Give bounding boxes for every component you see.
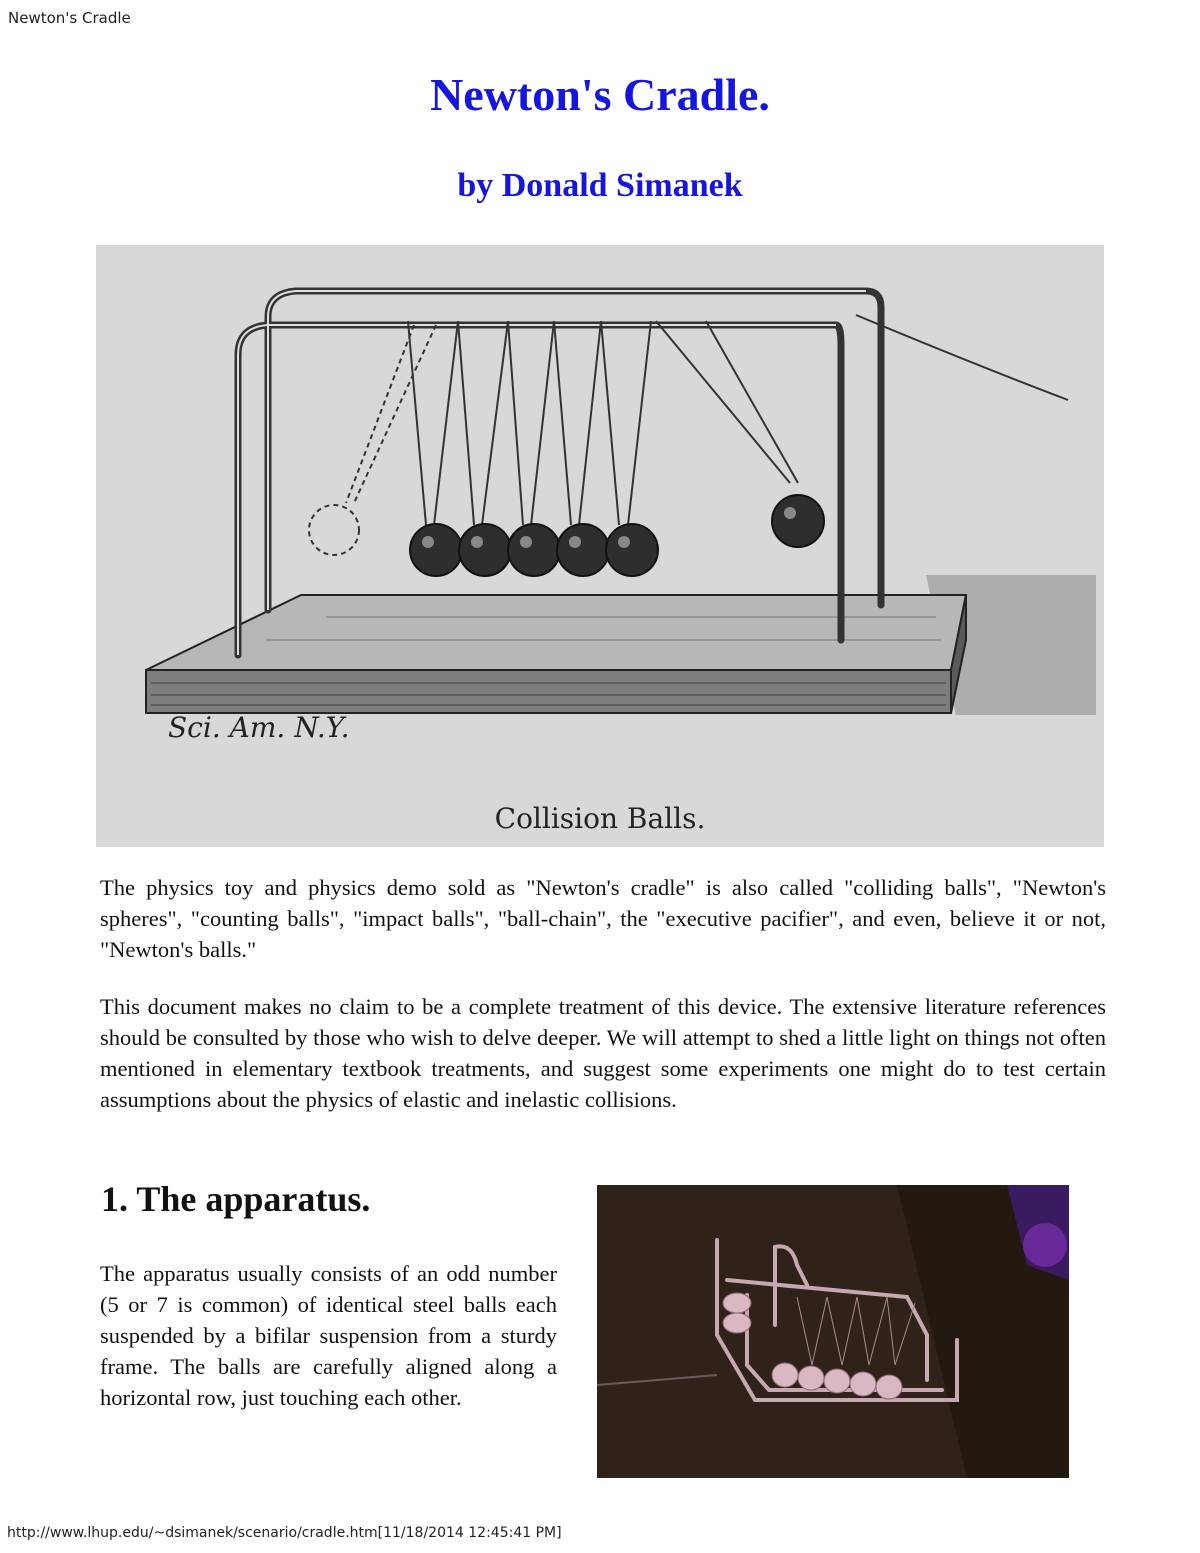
collision-balls-engraving [96,245,1104,847]
intro-paragraph-2: This document makes no claim to be a complete treatment of this device. The extensive literature references should be consulted by those who wish to delve deeper. We will attempt to shed a little light on things not often mentioned in elementary textbook treatments, and suggest some experiments one might do to test certain assumptions about the physics of elastic and inelastic collisions. [100,994,1106,1112]
cradle-3d-render [597,1185,1069,1478]
source-url-footer: http://www.lhup.edu/~dsimanek/scenario/cradle.htm[11/18/2014 12:45:41 PM] [7,1525,562,1541]
page-title: Newton's Cradle. [430,69,770,120]
section-heading-apparatus: 1. The apparatus. [101,1179,371,1219]
engraver-signature: Sci. Am. N.Y. [168,711,350,744]
running-title: Newton's Cradle [8,9,131,27]
apparatus-paragraph: The apparatus usually consists of an odd number (5 or 7 is common) of identical steel balls each suspended by a bifilar suspension from a sturdy frame. The balls are carefully aligned along a horizontal row, just touching each other. [100,1261,557,1410]
figure-caption: Collision Balls. [494,802,706,835]
author-byline: by Donald Simanek [457,167,743,204]
intro-paragraph-1: The physics toy and physics demo sold as "Newton's cradle" is also called "colliding balls", "Newton's spheres", "counting balls", "impact balls", "ball-chain", the "executive pacifier", and even, believe it or not, "Newton's balls." [100,875,1106,962]
